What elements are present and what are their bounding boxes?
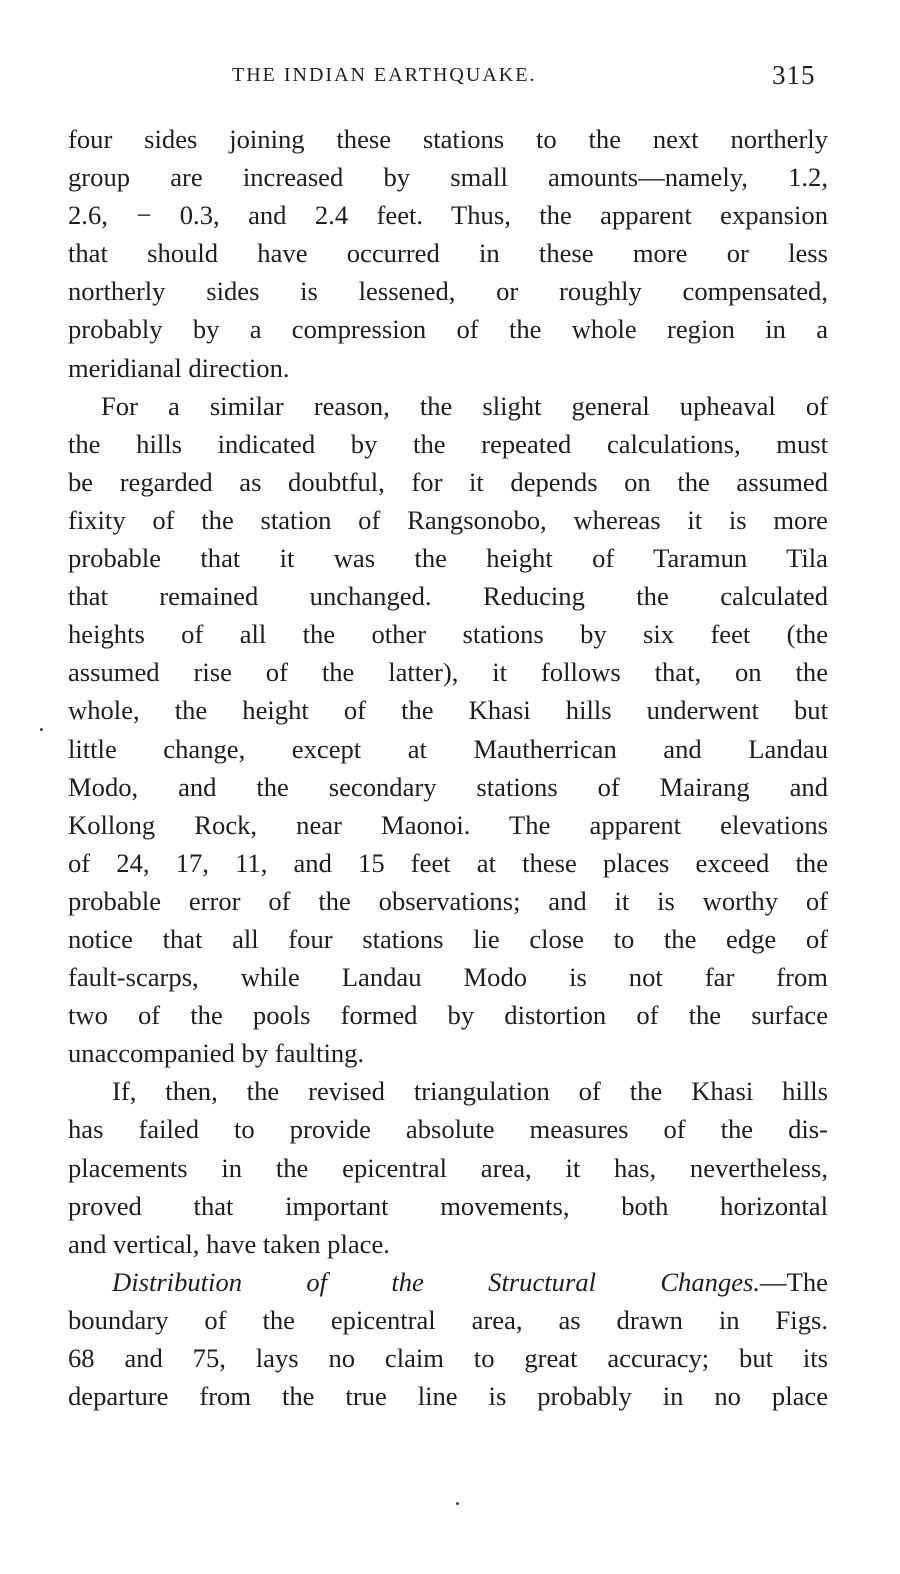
text-line: For a similar reason, the slight general upheaval of (101, 390, 828, 421)
text-line: 68 and 75, lays no claim to great accuracy; but its (68, 1343, 828, 1373)
text-line: whole, the height of the Khasi hills underwent but (68, 695, 828, 726)
text-line: heights of all the other stations by six feet (the (68, 619, 828, 650)
running-head (0, 60, 900, 100)
text-line: assumed rise of the latter), it follows that, on the (68, 657, 828, 688)
text-line: that remained unchanged. Reducing the calculated (68, 581, 828, 612)
ink-speck (456, 1502, 459, 1505)
ink-speck (40, 728, 43, 731)
paragraph-continued (68, 120, 828, 387)
section-heading-line (68, 1263, 828, 1301)
text-line: the hills indicated by the repeated calculations, must (68, 428, 828, 459)
paragraph-upheaval (68, 387, 828, 1073)
text-line: meridianal direction. (68, 352, 290, 383)
paragraph-distribution (68, 1263, 828, 1415)
text-line: little change, except at Mautherrican and Landau (68, 733, 828, 764)
text-line: If, then, the revised triangulation of the Khasi hills (112, 1076, 828, 1107)
text-line: that should have occurred in these more or less (68, 238, 828, 269)
text-line: and vertical, have taken place. (68, 1228, 390, 1259)
text-line: departure from the true line is probably in no place (68, 1381, 828, 1412)
text-line: unaccompanied by faulting. (68, 1038, 365, 1069)
running-title: THE INDIAN EARTHQUAKE. (232, 64, 537, 86)
text-line: placements in the epicentral area, it has, nevertheless, (68, 1152, 828, 1183)
text-line: be regarded as doubtful, for it depends on the assumed (68, 466, 828, 497)
text-line: group are increased by small amounts—namely, 1.2, (68, 162, 828, 193)
text-line: fixity of the station of Rangsonobo, whereas it is more (68, 504, 828, 535)
text-line: proved that important movements, both horizontal (68, 1190, 828, 1221)
text-line: Kollong Rock, near Maonoi. The apparent elevations (68, 809, 828, 840)
text-line: four sides joining these stations to the next northerly (68, 124, 828, 154)
text-line: northerly sides is lessened, or roughly compensated, (68, 276, 828, 307)
text-line: has failed to provide absolute measures of the dis- (68, 1114, 828, 1145)
text-line: two of the pools formed by distortion of the surface (68, 1000, 828, 1031)
heading-continuation: —The (760, 1266, 828, 1297)
text-line: 2.6, − 0.3, and 2.4 feet. Thus, the apparent expansion (68, 200, 828, 231)
page-number: 315 (772, 60, 816, 90)
paragraph-triangulation (68, 1072, 828, 1262)
body-text (68, 120, 828, 1415)
text-line: probable error of the observations; and it is worthy of (68, 885, 828, 916)
text-line: probably by a compression of the whole region in a (68, 314, 828, 345)
text-line: Modo, and the secondary stations of Mairang and (68, 771, 828, 802)
text-line: fault-scarps, while Landau Modo is not far from (68, 962, 828, 993)
text-line: probable that it was the height of Taramun Tila (68, 543, 828, 574)
section-heading: Distribution of the Structural Changes. (112, 1266, 761, 1297)
text-line: boundary of the epicentral area, as drawn in Figs. (68, 1304, 828, 1335)
text-line: of 24, 17, 11, and 15 feet at these places exceed the (68, 847, 828, 878)
text-line: notice that all four stations lie close to the edge of (68, 923, 828, 954)
